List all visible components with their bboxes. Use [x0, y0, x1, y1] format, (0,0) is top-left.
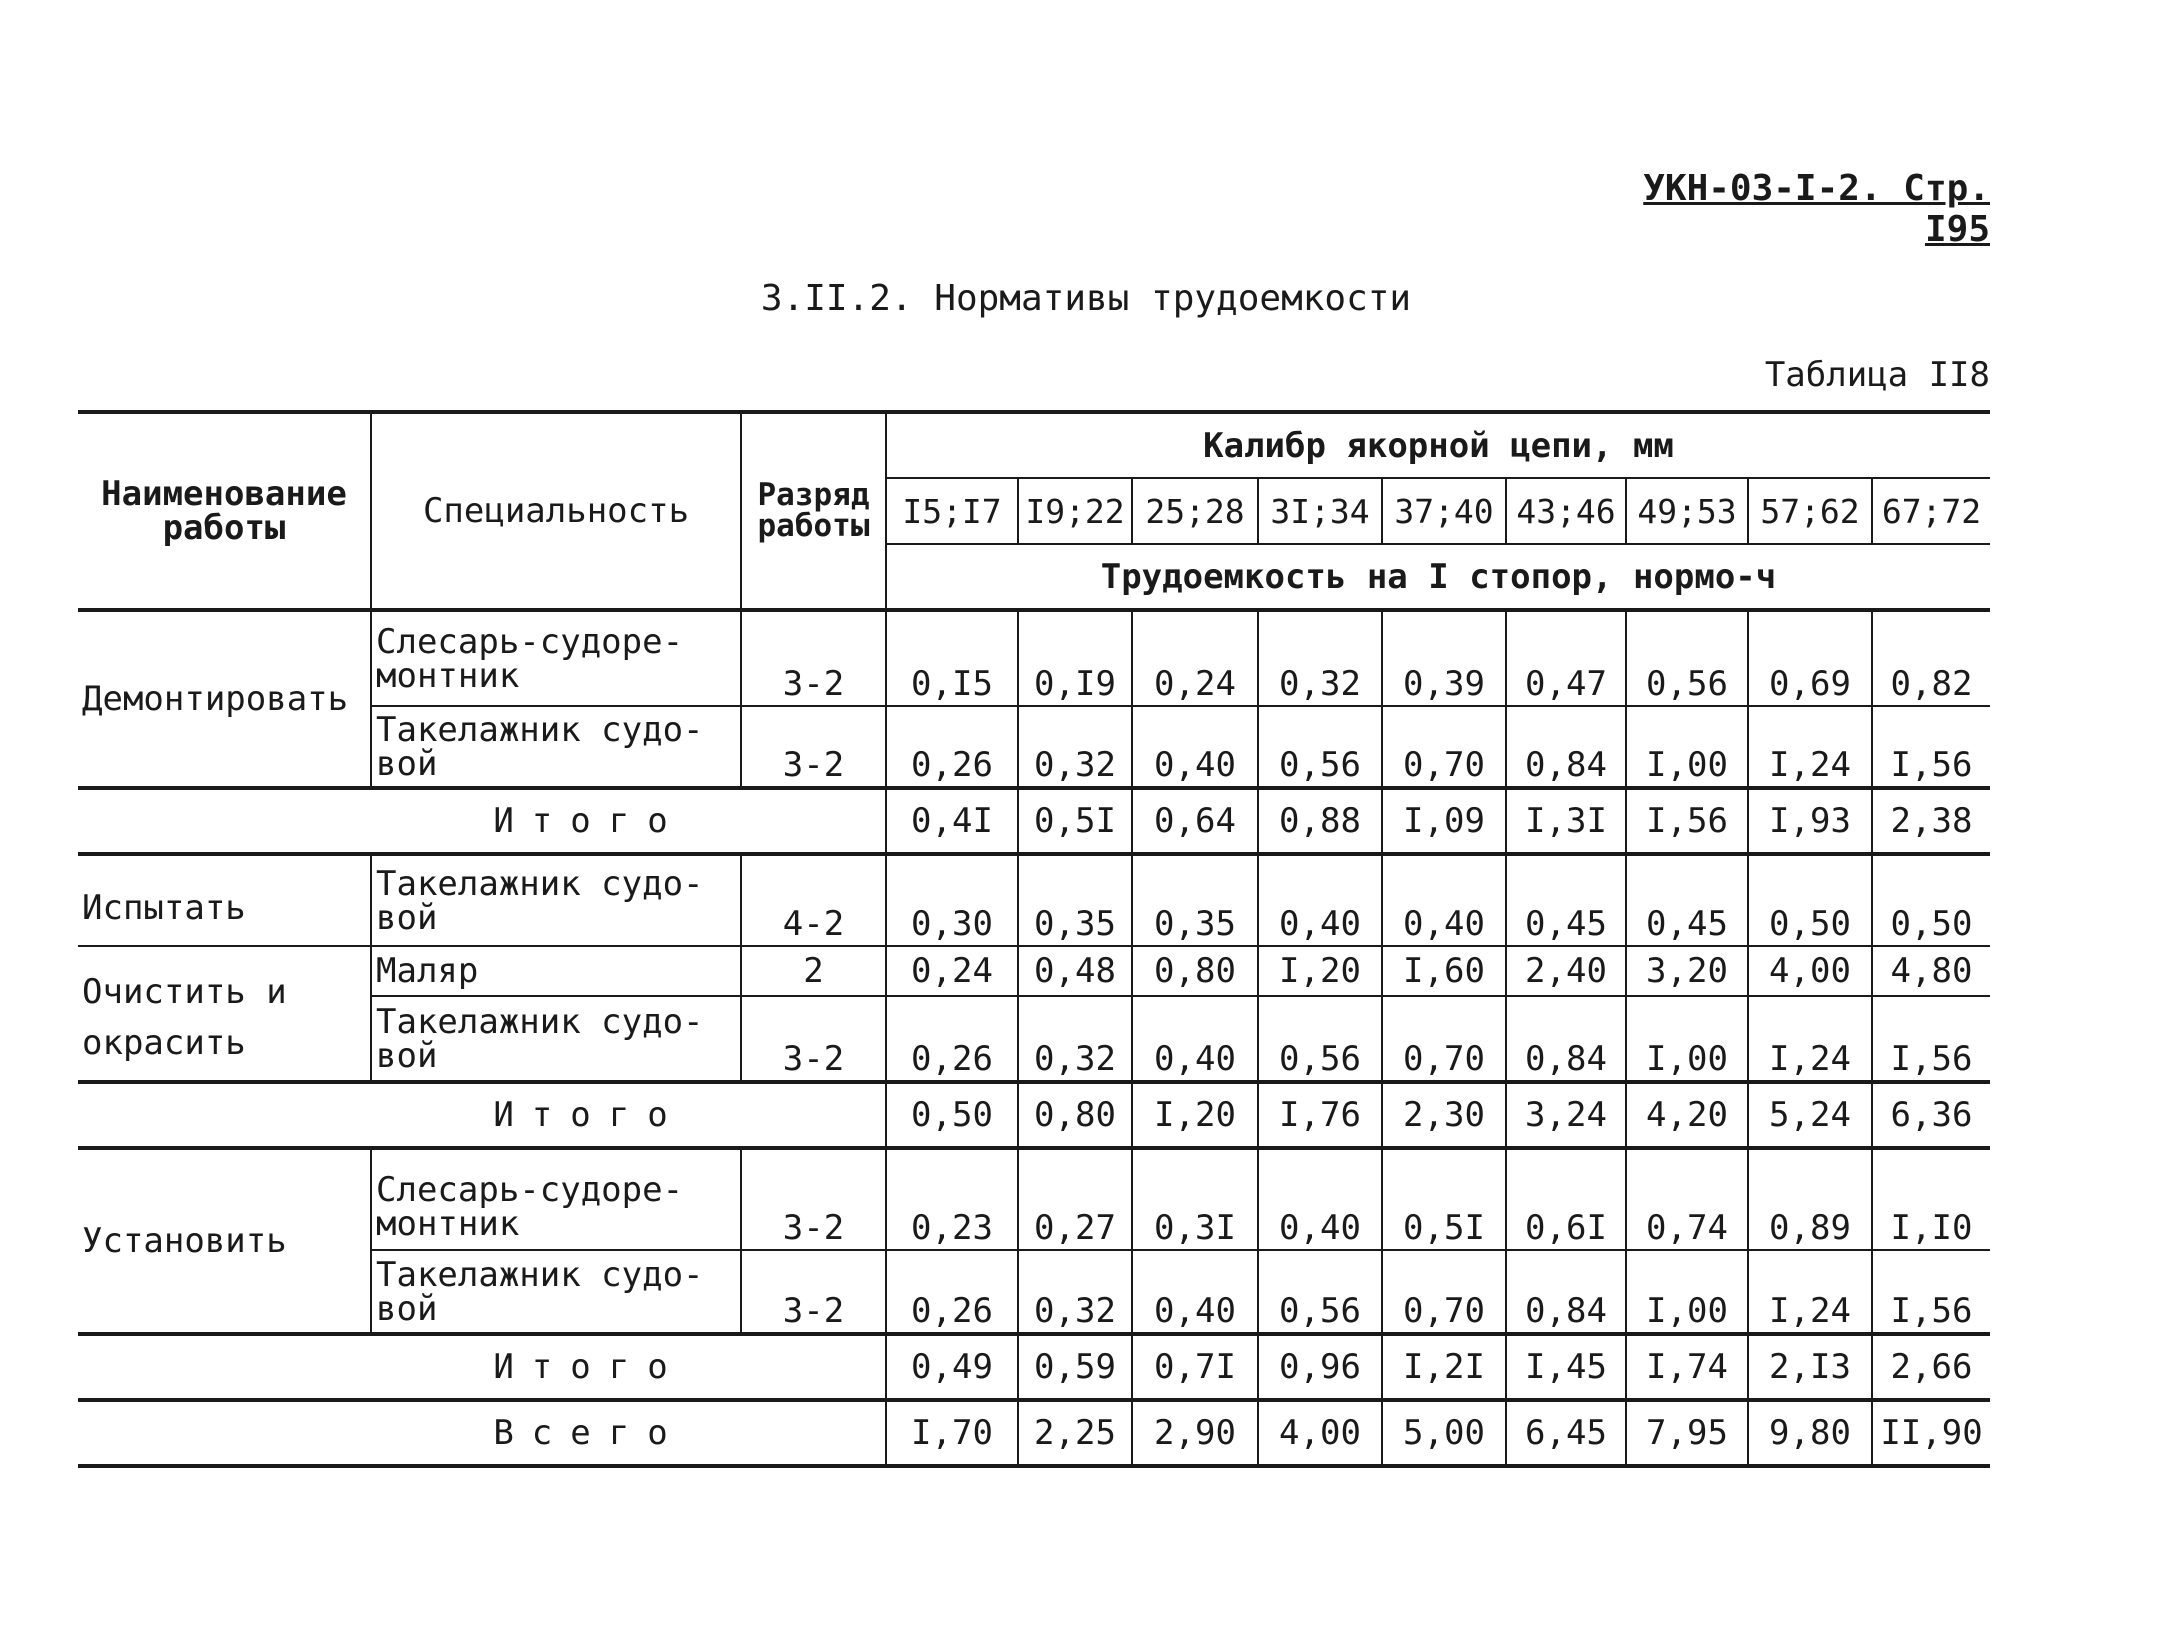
total-cell: I,56 — [1626, 788, 1748, 854]
value-cell: 0,6I — [1506, 1148, 1626, 1250]
value-cell: 0,32 — [1018, 1250, 1132, 1334]
value-cell: 3,20 — [1626, 946, 1748, 996]
total-cell: 2,I3 — [1748, 1334, 1872, 1400]
total-cell: 0,49 — [886, 1334, 1018, 1400]
header-caliber-value: 57;62 — [1748, 478, 1872, 544]
total-cell: I,3I — [1506, 788, 1626, 854]
total-cell: 2,30 — [1382, 1082, 1506, 1148]
total-cell: 2,66 — [1872, 1334, 1990, 1400]
total-cell: I,76 — [1258, 1082, 1382, 1148]
value-cell: 0,32 — [1018, 996, 1132, 1082]
value-cell: 0,5I — [1382, 1148, 1506, 1250]
total-cell: I,2I — [1382, 1334, 1506, 1400]
value-cell: 0,82 — [1872, 610, 1990, 706]
grade-cell: 3-2 — [741, 996, 886, 1082]
total-cell: 0,80 — [1018, 1082, 1132, 1148]
value-cell: 0,56 — [1258, 1250, 1382, 1334]
specialty-cell: Такелажник судо- вой — [371, 706, 741, 788]
total-label: Итого — [78, 1082, 886, 1148]
value-cell: 0,24 — [1132, 610, 1258, 706]
total-cell: 0,64 — [1132, 788, 1258, 854]
grade-cell: 3-2 — [741, 706, 886, 788]
page-identifier: УКН-03-I-2. Стр. I95 — [1643, 168, 1990, 250]
grand-total-cell: 6,45 — [1506, 1400, 1626, 1466]
value-cell: 0,40 — [1258, 1148, 1382, 1250]
value-cell: 0,I5 — [886, 610, 1018, 706]
specialty-cell: Слесарь-судоре- монтник — [371, 1148, 741, 1250]
value-cell: 0,56 — [1258, 706, 1382, 788]
value-cell: 0,32 — [1258, 610, 1382, 706]
value-cell: 0,48 — [1018, 946, 1132, 996]
value-cell: I,24 — [1748, 996, 1872, 1082]
labor-norms-table — [78, 410, 1990, 1468]
total-cell: 0,88 — [1258, 788, 1382, 854]
total-cell: I,45 — [1506, 1334, 1626, 1400]
value-cell: 0,45 — [1626, 854, 1748, 946]
grand-total-cell: 2,25 — [1018, 1400, 1132, 1466]
value-cell: 4,00 — [1748, 946, 1872, 996]
grand-total-cell: I,70 — [886, 1400, 1018, 1466]
value-cell: 0,70 — [1382, 1250, 1506, 1334]
value-cell: 0,69 — [1748, 610, 1872, 706]
total-cell: 0,7I — [1132, 1334, 1258, 1400]
header-labor-unit: Трудоемкость на I стопор, нормо-ч — [886, 544, 1990, 610]
value-cell: 0,45 — [1506, 854, 1626, 946]
total-cell: I,74 — [1626, 1334, 1748, 1400]
specialty-cell: Маляр — [371, 946, 741, 996]
grade-cell: 3-2 — [741, 610, 886, 706]
header-caliber-value: 49;53 — [1626, 478, 1748, 544]
value-cell: 0,26 — [886, 706, 1018, 788]
value-cell: 0,26 — [886, 996, 1018, 1082]
total-cell: I,20 — [1132, 1082, 1258, 1148]
total-cell: 2,38 — [1872, 788, 1990, 854]
value-cell: I,00 — [1626, 706, 1748, 788]
header-work-name: Наименование работы — [78, 412, 371, 610]
header-caliber-value: 37;40 — [1382, 478, 1506, 544]
value-cell: I,24 — [1748, 706, 1872, 788]
value-cell: 0,47 — [1506, 610, 1626, 706]
specialty-cell: Такелажник судо- вой — [371, 1250, 741, 1334]
value-cell: 0,35 — [1132, 854, 1258, 946]
value-cell: 0,I9 — [1018, 610, 1132, 706]
work-name: Демонтировать — [78, 610, 371, 788]
specialty-cell: Такелажник судо- вой — [371, 996, 741, 1082]
total-cell: I,93 — [1748, 788, 1872, 854]
header-caliber-value: 3I;34 — [1258, 478, 1382, 544]
grand-total-cell: 4,00 — [1258, 1400, 1382, 1466]
specialty-cell: Слесарь-судоре- монтник — [371, 610, 741, 706]
work-name: Установить — [78, 1148, 371, 1334]
value-cell: 0,24 — [886, 946, 1018, 996]
value-cell: 0,84 — [1506, 706, 1626, 788]
value-cell: 0,39 — [1382, 610, 1506, 706]
value-cell: I,56 — [1872, 996, 1990, 1082]
header-grade: Разряд работы — [741, 412, 886, 610]
value-cell: 0,40 — [1258, 854, 1382, 946]
value-cell: 0,23 — [886, 1148, 1018, 1250]
header-caliber-value: 67;72 — [1872, 478, 1990, 544]
value-cell: 0,26 — [886, 1250, 1018, 1334]
value-cell: 2,40 — [1506, 946, 1626, 996]
total-label: Итого — [78, 788, 886, 854]
total-label: Итого — [78, 1334, 886, 1400]
grade-cell: 3-2 — [741, 1148, 886, 1250]
value-cell: I,24 — [1748, 1250, 1872, 1334]
value-cell: 0,32 — [1018, 706, 1132, 788]
header-caliber: Калибр якорной цепи, мм — [886, 412, 1990, 478]
value-cell: 0,70 — [1382, 996, 1506, 1082]
grand-total-cell: 2,90 — [1132, 1400, 1258, 1466]
header-specialty: Специальность — [371, 412, 741, 610]
grade-cell: 4-2 — [741, 854, 886, 946]
value-cell: I,20 — [1258, 946, 1382, 996]
total-cell: 0,96 — [1258, 1334, 1382, 1400]
grand-total-cell: 9,80 — [1748, 1400, 1872, 1466]
grand-total-cell: 7,95 — [1626, 1400, 1748, 1466]
specialty-cell: Такелажник судо- вой — [371, 854, 741, 946]
total-cell: 0,5I — [1018, 788, 1132, 854]
header-caliber-value: 43;46 — [1506, 478, 1626, 544]
value-cell: 0,84 — [1506, 996, 1626, 1082]
work-name: Очистить и окрасить — [78, 946, 371, 1082]
value-cell: 0,74 — [1626, 1148, 1748, 1250]
value-cell: 0,70 — [1382, 706, 1506, 788]
value-cell: I,60 — [1382, 946, 1506, 996]
value-cell: 0,27 — [1018, 1148, 1132, 1250]
total-cell: 0,59 — [1018, 1334, 1132, 1400]
value-cell: I,56 — [1872, 1250, 1990, 1334]
header-caliber-value: I9;22 — [1018, 478, 1132, 544]
total-cell: 6,36 — [1872, 1082, 1990, 1148]
total-cell: I,09 — [1382, 788, 1506, 854]
value-cell: 0,40 — [1132, 1250, 1258, 1334]
value-cell: 0,84 — [1506, 1250, 1626, 1334]
value-cell: 0,40 — [1132, 706, 1258, 788]
total-cell: 5,24 — [1748, 1082, 1872, 1148]
grade-cell: 3-2 — [741, 1250, 886, 1334]
value-cell: 0,80 — [1132, 946, 1258, 996]
grade-cell: 2 — [741, 946, 886, 996]
total-cell: 4,20 — [1626, 1082, 1748, 1148]
total-cell: 3,24 — [1506, 1082, 1626, 1148]
header-caliber-value: I5;I7 — [886, 478, 1018, 544]
value-cell: I,56 — [1872, 706, 1990, 788]
value-cell: 0,89 — [1748, 1148, 1872, 1250]
value-cell: 4,80 — [1872, 946, 1990, 996]
value-cell: 0,50 — [1748, 854, 1872, 946]
total-cell: 0,50 — [886, 1082, 1018, 1148]
grand-total-cell: II,90 — [1872, 1400, 1990, 1466]
value-cell: 0,56 — [1626, 610, 1748, 706]
table-label: Таблица II8 — [1764, 355, 1990, 395]
value-cell: 0,3I — [1132, 1148, 1258, 1250]
value-cell: 0,56 — [1258, 996, 1382, 1082]
value-cell: I,I0 — [1872, 1148, 1990, 1250]
value-cell: 0,35 — [1018, 854, 1132, 946]
header-caliber-value: 25;28 — [1132, 478, 1258, 544]
total-cell: 0,4I — [886, 788, 1018, 854]
value-cell: 0,40 — [1382, 854, 1506, 946]
value-cell: 0,30 — [886, 854, 1018, 946]
value-cell: I,00 — [1626, 1250, 1748, 1334]
work-name: Испытать — [78, 854, 371, 946]
value-cell: 0,50 — [1872, 854, 1990, 946]
grand-total-label: Всего — [78, 1400, 886, 1466]
section-title: 3.II.2. Нормативы трудоемкости — [760, 278, 1412, 319]
value-cell: I,00 — [1626, 996, 1748, 1082]
value-cell: 0,40 — [1132, 996, 1258, 1082]
grand-total-cell: 5,00 — [1382, 1400, 1506, 1466]
